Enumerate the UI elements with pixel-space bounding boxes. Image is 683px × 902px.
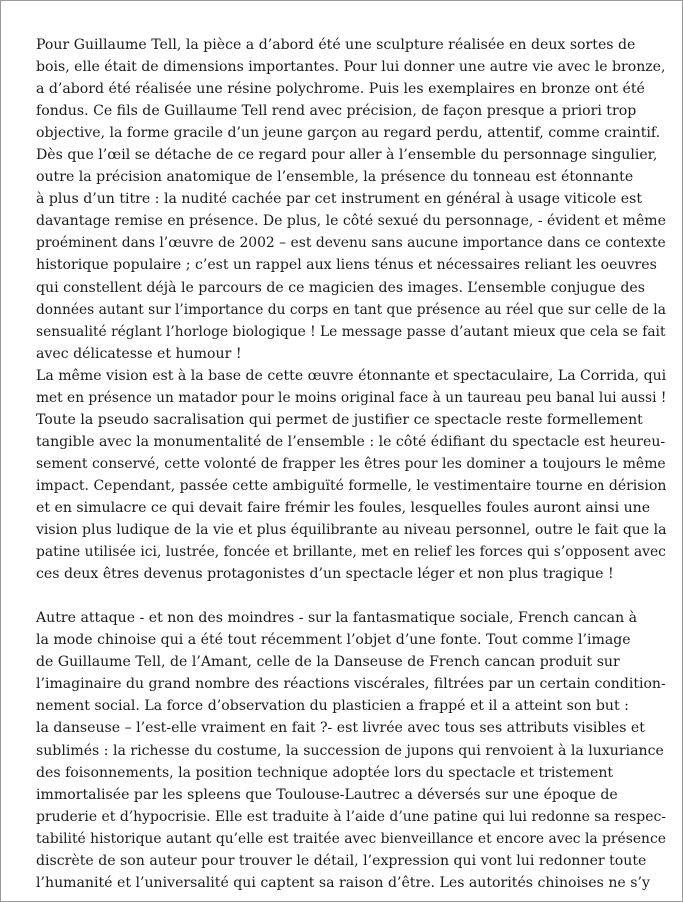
text-line: a d’abord été réalisée une résine polychrome. Puis les exemplaires en bronze ont été (36, 81, 645, 98)
paragraph-guillaume-tell (36, 34, 666, 365)
paragraph-spacer (36, 585, 666, 607)
text-line: patine utilisée ici, lustrée, foncée et brillante, met en relief les forces qui s’opposent avec (36, 544, 666, 561)
text-line: la danseuse – l’est-elle vraiment en fait ?- est livrée avec tous ses attributs visibles et (36, 720, 645, 737)
paragraph-la-corrida (36, 365, 666, 585)
text-line: met en présence un matador pour le moins original face à un taureau peu banal lui aussi ! (36, 389, 667, 406)
text-line: outre la précision anatomique de l’ensemble, la présence du tonneau est étonnante (36, 169, 634, 186)
document-body (36, 34, 666, 894)
text-line: des foisonnements, la position technique adoptée lors du spectacle et tristement (36, 764, 614, 781)
text-line: et en simulacre ce qui devait faire frémir les foules, lesquelles foules auront ainsi une (36, 499, 651, 516)
text-line: pruderie et d’hypocrisie. Elle est traduite à l’aide d’une patine qui lui redonne sa respec- (36, 808, 666, 825)
text-line: Dès que l’œil se détache de ce regard pour aller à l’ensemble du personnage singulier, (36, 147, 658, 164)
text-line: davantage remise en présence. De plus, le côté sexué du personnage, - évident et même (36, 213, 666, 230)
text-line: sement conservé, cette volonté de frapper les êtres pour les dominer a toujours le même (36, 455, 666, 472)
text-line: à plus d’un titre : la nudité cachée par cet instrument en général à usage viticole est (36, 191, 643, 208)
text-line: avec délicatesse et humour ! (36, 345, 242, 362)
text-line: données autant sur l’importance du corps en tant que présence au réel que sur celle de la (36, 301, 666, 318)
text-line: tangible avec la monumentalité de l’ensemble : le côté édifiant du spectacle est heureu- (36, 433, 666, 450)
text-line: bois, elle était de dimensions importantes. Pour lui donner une autre vie avec le bronze, (36, 59, 666, 76)
text-line: l’humanité et l’universalité qui captent sa raison d’être. Les autorités chinoises ne s’y (36, 874, 650, 891)
text-line: fondus. Ce fils de Guillaume Tell rend avec précision, de façon presque a priori trop (36, 103, 637, 120)
text-line: nement social. La force d’observation du plasticien a frappé et il a atteint son but : (36, 698, 629, 715)
text-line: de Guillaume Tell, de l’Amant, celle de la Danseuse de French cancan produit sur (36, 654, 620, 671)
text-line: Pour Guillaume Tell, la pièce a d’abord été une sculpture réalisée en deux sortes de (36, 37, 636, 53)
text-line: historique populaire ; c’est un rappel aux liens ténus et nécessaires reliant les oeuvres (36, 257, 657, 274)
text-line: immortalisée par les spleens que Toulouse-Lautrec a déversés sur une époque de (36, 786, 618, 803)
text-line: l’imaginaire du grand nombre des réactions viscérales, filtrées par un certain condition- (36, 676, 666, 693)
paragraph-french-cancan (36, 607, 666, 894)
text-line: proéminent dans l’œuvre de 2002 – est devenu sans aucune importance dans ce contexte (36, 235, 666, 252)
text-line: impact. Cependant, passée cette ambiguïté formelle, le vestimentaire tourne en dérision (36, 477, 667, 494)
text-line: ces deux êtres devenus protagonistes d’un spectacle léger et non plus tragique ! (36, 566, 614, 583)
text-line: discrète de son auteur pour trouver le détail, l’expression qui vont lui redonner toute (36, 852, 647, 869)
text-line: la mode chinoise qui a été tout récemment l’objet d’une fonte. Tout comme l’image (36, 632, 631, 649)
text-line: vision plus ludique de la vie et plus équilibrante au niveau personnel, outre le fait que la (36, 522, 667, 539)
text-line: tabilité historique autant qu’elle est traitée avec bienveillance et encore avec la présence (36, 830, 666, 847)
text-line: objective, la forme gracile d’un jeune garçon au regard perdu, attentif, comme craintif. (36, 125, 661, 142)
text-line: Toute la pseudo sacralisation qui permet de justifier ce spectacle reste formellement (36, 411, 643, 428)
text-line: Autre attaque - et non des moindres - sur la fantasmatique sociale, French cancan à (36, 610, 638, 627)
text-line: qui constellent déjà le parcours de ce magicien des images. L’ensemble conjugue des (36, 279, 646, 296)
text-line: sublimés : la richesse du costume, la succession de jupons qui renvoient à la luxuriance (36, 742, 664, 759)
text-line: sensualité réglant l’horloge biologique ! Le message passe d’autant mieux que cela se fait (36, 323, 666, 340)
text-line: La même vision est à la base de cette œuvre étonnante et spectaculaire, La Corrida, qui (36, 367, 667, 384)
